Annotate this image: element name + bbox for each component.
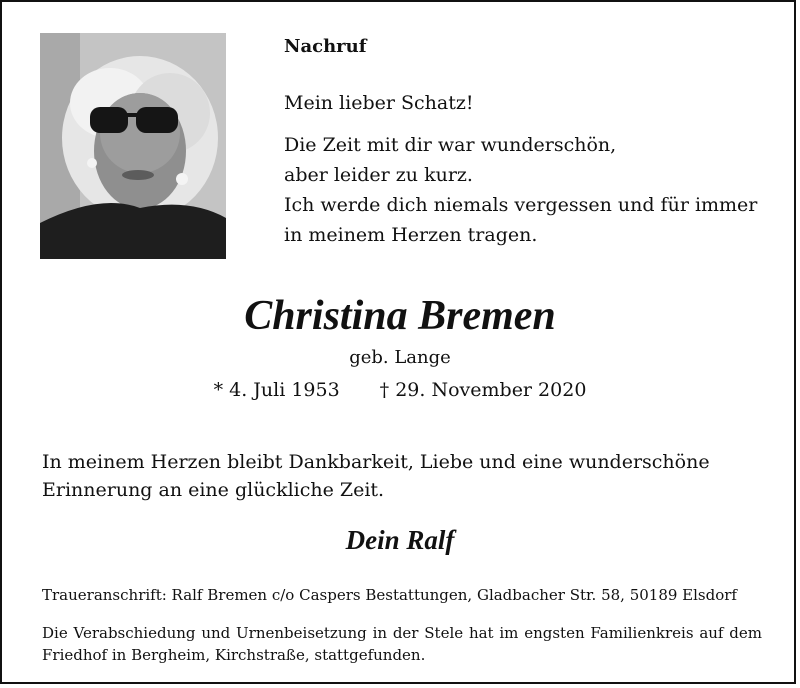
- message: [42, 448, 762, 504]
- notice-heading: Nachruf: [284, 36, 367, 57]
- birth-name: geb. Lange: [349, 347, 451, 368]
- poem-line: Ich werde dich niemals vergessen und für immer: [284, 194, 758, 216]
- signature: Dein Ralf: [345, 525, 455, 555]
- poem: [284, 130, 784, 250]
- message-line: Erinnerung an eine glückliche Zeit.: [42, 479, 385, 501]
- poem-line: aber leider zu kurz.: [284, 164, 473, 186]
- poem-line: in meinem Herzen tragen.: [284, 224, 538, 246]
- deceased-name: Christina Bremen: [244, 293, 556, 339]
- portrait-photo: [40, 33, 226, 259]
- death-date: † 29. November 2020: [379, 379, 587, 401]
- ceremony-note: Die Verabschiedung und Urnenbeisetzung in der Stele hat im engsten Familienkreis auf dem Friedhof in Bergheim, Kirchstraße, stattgefunden.: [42, 624, 762, 664]
- message-line: In meinem Herzen bleibt Dankbarkeit, Liebe und eine wunderschöne: [42, 451, 710, 473]
- mourning-address: Traueranschrift: Ralf Bremen c/o Caspers Bestattungen, Gladbacher Str. 58, 50189 Elsdorf: [42, 586, 737, 604]
- life-dates: [2, 379, 798, 401]
- birth-date: * 4. Juli 1953: [213, 379, 340, 401]
- poem-line: Die Zeit mit dir war wunderschön,: [284, 134, 617, 156]
- greeting: Mein lieber Schatz!: [284, 92, 474, 114]
